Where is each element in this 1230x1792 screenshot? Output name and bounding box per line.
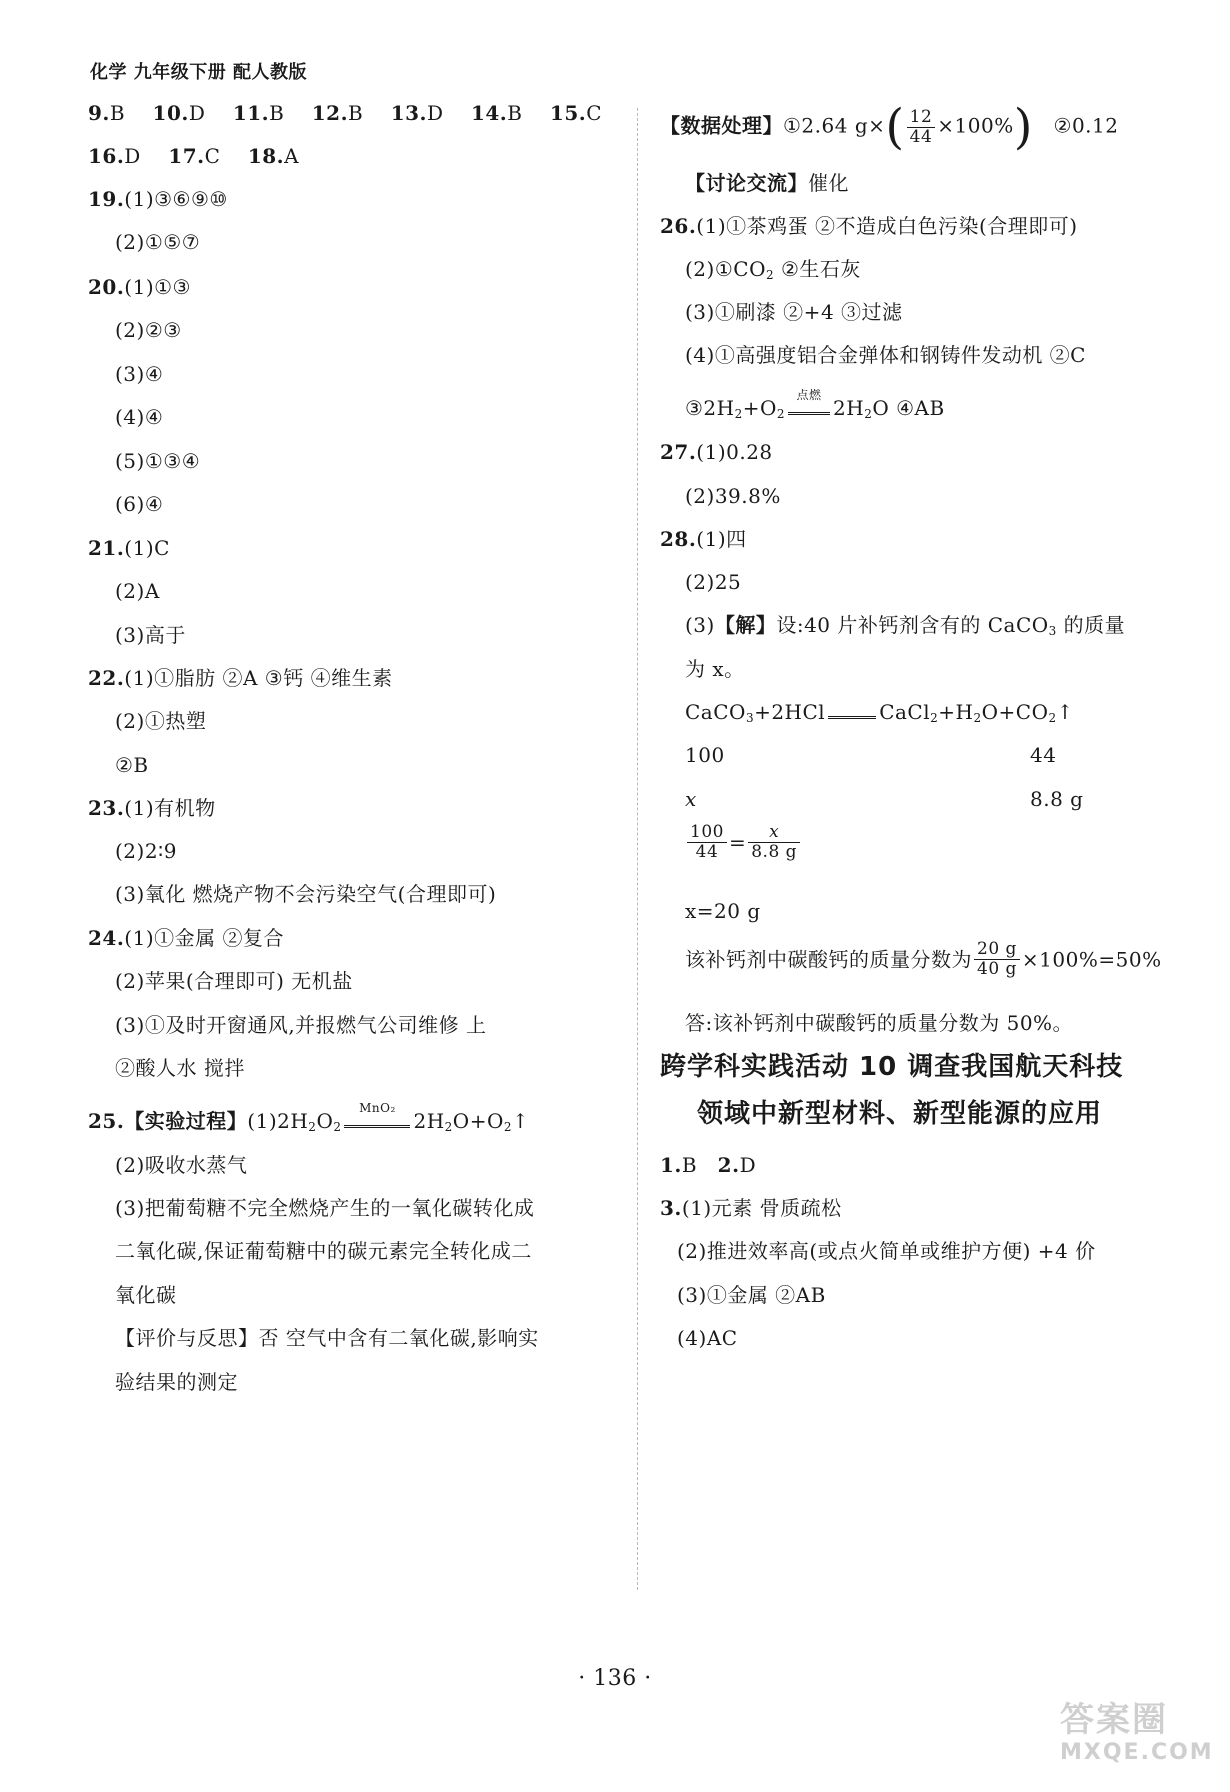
mass-fraction: 该补钙剂中碳酸钙的质量分数为 $\frac{20 g}{40 g}$ ×100%=50% bbox=[685, 939, 1162, 979]
q27-part2: (2)39.8% bbox=[685, 484, 781, 508]
q23-part1: 23.(1)有机物 bbox=[88, 796, 216, 820]
section-q3-part3: (3)①金属 ②AB bbox=[677, 1283, 826, 1307]
q20-part3: (3)④ bbox=[115, 362, 164, 386]
watermark-logo: 答案圈 MXQE.COM bbox=[1060, 1700, 1214, 1765]
reaction-condition: MnO₂ bbox=[344, 1115, 410, 1128]
q26-part4: (4)①高强度铝合金弹体和钢铸件发动机 ②C bbox=[685, 343, 1086, 367]
unknown-left: x bbox=[685, 787, 697, 811]
q23-part2: (2)2∶9 bbox=[115, 839, 177, 863]
q23-part3: (3)氧化 燃烧产物不会污染空气(合理即可) bbox=[115, 882, 497, 906]
q28-part3-cont: 为 x。 bbox=[685, 657, 745, 681]
q24-part2: (2)苹果(合理即可) 无机盐 bbox=[115, 969, 353, 993]
q26-part1: 26.(1)①茶鸡蛋 ②不造成白色污染(合理即可) bbox=[660, 214, 1078, 238]
proportion: $\frac{100}{44}$ = $\frac{x}{8.8 g}$ bbox=[685, 823, 802, 862]
section-q3-part1: 3.(1)元素 骨质疏松 bbox=[660, 1196, 842, 1220]
section-q3-part4: (4)AC bbox=[677, 1326, 738, 1350]
gas-arrow: ↑ bbox=[512, 1109, 530, 1133]
q28-part2: (2)25 bbox=[685, 570, 742, 594]
q24-part3: (3)①及时开窗通风,并报燃气公司维修 上 bbox=[115, 1013, 487, 1037]
q22-part1: 22.(1)①脂肪 ②A ③钙 ④维生素 bbox=[88, 666, 393, 690]
q20-part6: (6)④ bbox=[115, 492, 164, 516]
q21-part3: (3)高于 bbox=[115, 623, 186, 647]
q25-part3-line2: 二氧化碳,保证葡萄糖中的碳元素完全转化成二 bbox=[115, 1239, 532, 1263]
page-header-title: 化学 九年级下册 配人教版 bbox=[90, 62, 308, 83]
q20-part2: (2)②③ bbox=[115, 318, 182, 342]
q22-part2: (2)①热塑 bbox=[115, 709, 207, 733]
q21-part2: (2)A bbox=[115, 579, 160, 603]
q25-part2: (2)吸收水蒸气 bbox=[115, 1153, 248, 1177]
q26-part2: $(2)①CO_2$ ②生石灰 bbox=[685, 257, 861, 282]
data-processing: 【数据处理】①2.64 g×( $\frac{12}{44}$ ×100%) ②0.12 bbox=[660, 99, 1119, 155]
q25-equation: 25.【实验过程】$(1)2H_2O_2$ MnO₂ $2H_2O+O_2↑$ bbox=[88, 1101, 530, 1134]
section-title-line1: 跨学科实践活动 10 调查我国航天科技 bbox=[660, 1052, 1124, 1082]
answers-9-15: 9.B 10.D 11.B 12.B 13.D 14.B 15.C bbox=[88, 101, 603, 125]
q24-part4: ②酸人水 搅拌 bbox=[115, 1056, 245, 1080]
q25-evaluation-line2: 验结果的测定 bbox=[115, 1370, 238, 1394]
q19-part1: 19.(1)③⑥⑨⑩ bbox=[88, 187, 228, 211]
q27-part1: 27.(1)0.28 bbox=[660, 440, 773, 464]
mass-right: 8.8 g bbox=[1030, 787, 1084, 811]
q28-equation: CaCO$_3$+2HCl $CaCl_2+H_2O+CO_2↑$ bbox=[685, 700, 1074, 725]
section-answers-1-2: 1.B 2.D bbox=[660, 1153, 757, 1177]
page-number: · 136 · bbox=[578, 1666, 652, 1691]
q28-part3: (3)【解】设:40 片补钙剂含有的 CaCO$_3$ 的质量 bbox=[685, 613, 1126, 638]
q24-part1: 24.(1)①金属 ②复合 bbox=[88, 926, 284, 950]
final-answer: 答:该补钙剂中碳酸钙的质量分数为 50%。 bbox=[685, 1011, 1074, 1035]
equals-sign bbox=[828, 706, 876, 719]
q28-part1: 28.(1)四 bbox=[660, 527, 747, 551]
molar-mass-right: 44 bbox=[1030, 743, 1057, 767]
q25-part3-line3: 氧化碳 bbox=[115, 1283, 177, 1307]
section-q3-part2: (2)推进效率高(或点火简单或维护方便) +4 价 bbox=[677, 1239, 1096, 1263]
q20-part4: (4)④ bbox=[115, 405, 164, 429]
reaction-condition: 点燃 bbox=[788, 402, 830, 415]
q26-part3: (3)①刷漆 ②+4 ③过滤 bbox=[685, 300, 903, 324]
column-divider bbox=[637, 108, 638, 1590]
q21-part1: 21.(1)C bbox=[88, 536, 170, 560]
molar-mass-left: 100 bbox=[685, 743, 725, 767]
q25-evaluation-line1: 【评价与反思】否 空气中含有二氧化碳,影响实 bbox=[115, 1326, 539, 1350]
q25-part3-line1: (3)把葡萄糖不完全燃烧产生的一氧化碳转化成 bbox=[115, 1196, 535, 1220]
section-title-line2: 领域中新型材料、新型能源的应用 bbox=[697, 1099, 1103, 1129]
q19-part2: (2)①⑤⑦ bbox=[115, 230, 201, 254]
q20-part5: (5)①③④ bbox=[115, 449, 201, 473]
q20-part1: 20.(1)①③ bbox=[88, 275, 191, 299]
answers-16-18: 16.D 17.C 18.A bbox=[88, 144, 300, 168]
x-result: x=20 g bbox=[685, 899, 761, 923]
discussion: 【讨论交流】催化 bbox=[685, 171, 849, 195]
q22-part3: ②B bbox=[115, 753, 149, 777]
q26-equation: $③2H_2+O_2$ 点燃 $2H_2O$ ④AB bbox=[685, 388, 945, 421]
